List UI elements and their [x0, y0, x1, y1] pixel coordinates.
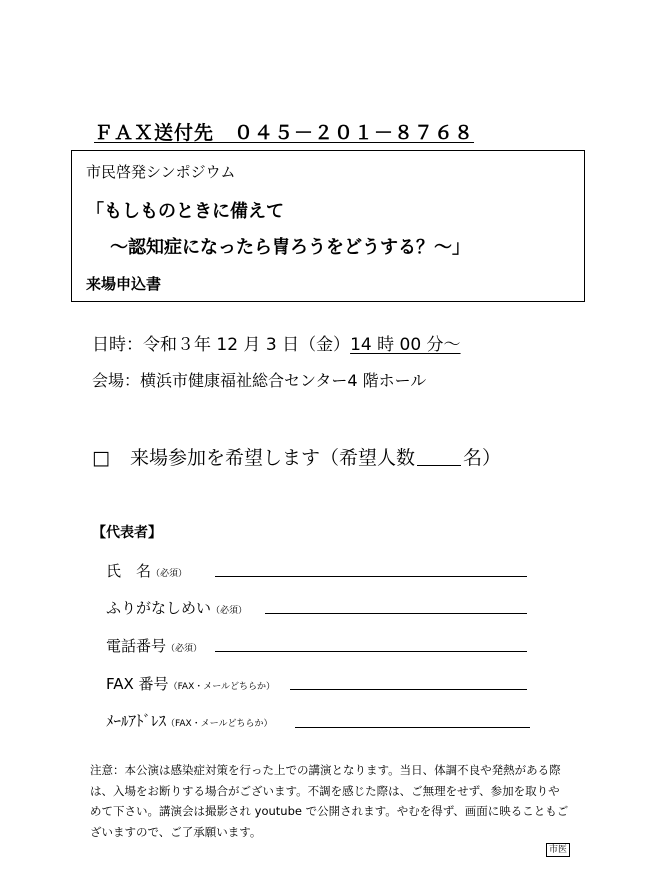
- form-title: 来場申込書: [86, 275, 162, 293]
- email-input-line[interactable]: [295, 727, 530, 728]
- field-note: （必須）: [211, 606, 248, 616]
- notice-text: 注意：本公演は感染症対策を行った上での講演となります。当日、体調不良や発熱がある際は、入場をお断りする場合がございます。不調を感じた際は、ご無理をせず、参加を取りやめて下さい。講演会は撮影され youtube で公開されます。やむを得ず、画面に映ることもございますので、ご了承願います。: [90, 763, 569, 839]
- datetime-prefix: 日時：令和３年 12 月 3 日（金）: [92, 335, 351, 355]
- phone-input-line[interactable]: [215, 651, 527, 652]
- stamp-mark: 市医: [546, 843, 570, 857]
- event-title-line2: ～認知症になったら冑ろうをどうする？～」: [110, 237, 470, 258]
- title-box: [71, 150, 585, 302]
- event-title-line1: 「もしものときに備えて: [86, 201, 284, 222]
- attendance-text: 来場参加を希望します（希望人数: [129, 447, 415, 469]
- attendance-unit: 名）: [462, 447, 501, 469]
- name-input-line[interactable]: [215, 576, 527, 577]
- field-label: ﾒｰﾙｱﾄﾞﾚｽ: [106, 712, 167, 730]
- attendee-count-field[interactable]: [417, 447, 461, 466]
- field-name: [106, 560, 187, 581]
- field-label: FAX 番号: [106, 675, 169, 693]
- field-email: [106, 710, 273, 731]
- field-note: （必須）: [151, 569, 188, 579]
- fax-input-line[interactable]: [290, 689, 527, 690]
- field-fax: [106, 673, 275, 694]
- datetime-time: 14 時 00 分～: [350, 335, 461, 355]
- attendance-line: [92, 443, 501, 470]
- field-label: 電話番号: [106, 637, 167, 655]
- furigana-input-line[interactable]: [265, 613, 527, 614]
- field-furigana: [106, 597, 247, 618]
- event-type: 市民啓発シンポジウム: [86, 163, 236, 181]
- field-note: （必須）: [166, 644, 203, 654]
- event-datetime: [92, 330, 461, 355]
- field-phone: [106, 635, 202, 656]
- field-label: 氏 名: [106, 562, 152, 580]
- fax-number-heading: ＦＡＸ送付先 ０４５－２０１－８７６８: [94, 122, 475, 144]
- field-note: （FAX・メールどちらか）: [166, 719, 273, 729]
- field-note: （FAX・メールどちらか）: [168, 682, 276, 692]
- event-venue: 会場：横浜市健康福祉総合センター4 階ホール: [92, 371, 427, 390]
- attendance-checkbox[interactable]: □: [92, 447, 110, 469]
- representative-heading: 【代表者】: [92, 525, 162, 541]
- field-label: ふりがなしめい: [106, 599, 212, 617]
